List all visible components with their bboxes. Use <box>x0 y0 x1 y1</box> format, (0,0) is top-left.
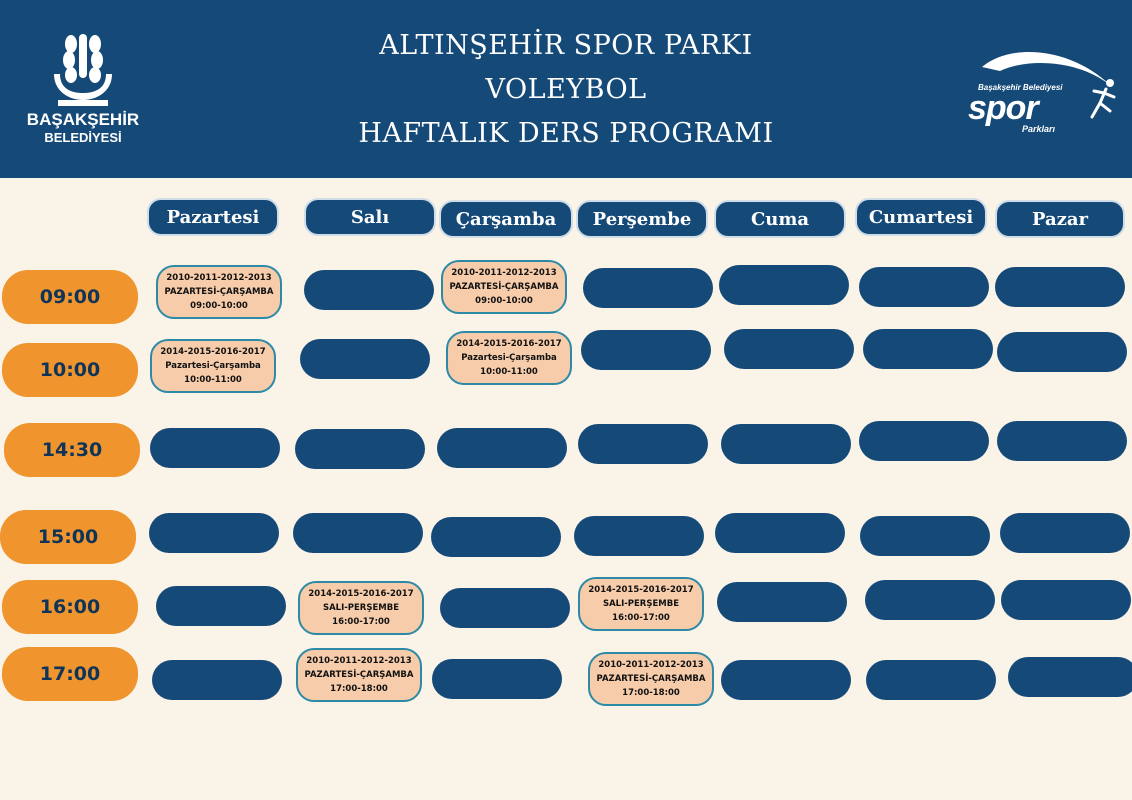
class-days: PAZARTESİ-ÇARŞAMBA <box>304 670 414 680</box>
empty-slot <box>581 330 711 370</box>
class-card-thursday-1700 <box>588 652 714 706</box>
empty-slot <box>440 588 570 628</box>
empty-slot <box>295 429 425 469</box>
empty-slot <box>1008 657 1132 697</box>
class-days: PAZARTESİ-ÇARŞAMBA <box>596 674 706 684</box>
empty-slot <box>293 513 423 553</box>
class-hours: 17:00-18:00 <box>622 688 680 698</box>
empty-slot <box>721 660 851 700</box>
empty-slot <box>149 513 279 553</box>
empty-slot <box>719 265 849 305</box>
empty-slot <box>717 582 847 622</box>
empty-slot <box>150 428 280 468</box>
empty-slot <box>865 580 995 620</box>
empty-slot <box>863 329 993 369</box>
class-hours: 16:00-17:00 <box>612 613 670 623</box>
class-hours: 10:00-11:00 <box>480 367 538 377</box>
logo-tagline: Başakşehir Belediyesi <box>978 83 1063 92</box>
class-birth-years: 2010-2011-2012-2013 <box>598 660 704 670</box>
time-label-1000: 10:00 <box>2 343 138 397</box>
empty-slot <box>859 421 989 461</box>
empty-slot <box>437 428 567 468</box>
class-card-wednesday-1000 <box>446 331 572 385</box>
day-header-monday: Pazartesi <box>147 198 279 236</box>
class-days: Pazartesi-Çarşamba <box>165 361 261 371</box>
empty-slot <box>578 424 708 464</box>
empty-slot <box>152 660 282 700</box>
empty-slot <box>432 659 562 699</box>
empty-slot <box>860 516 990 556</box>
runner-icon <box>1082 77 1122 127</box>
municipality-subtitle: BELEDİYESİ <box>44 130 122 145</box>
class-hours: 09:00-10:00 <box>475 296 533 306</box>
class-card-monday-1000 <box>150 339 276 393</box>
logo-subword: Parkları <box>1022 124 1056 134</box>
class-birth-years: 2014-2015-2016-2017 <box>160 347 266 357</box>
class-hours: 17:00-18:00 <box>330 684 388 694</box>
class-card-wednesday-0900 <box>441 260 567 314</box>
day-header-sunday: Pazar <box>995 200 1125 238</box>
time-label-1600: 16:00 <box>2 580 138 634</box>
empty-slot <box>431 517 561 557</box>
class-birth-years: 2010-2011-2012-2013 <box>306 656 412 666</box>
empty-slot <box>583 268 713 308</box>
empty-slot <box>300 339 430 379</box>
class-days: PAZARTESİ-ÇARŞAMBA <box>164 287 274 297</box>
class-hours: 16:00-17:00 <box>332 617 390 627</box>
empty-slot <box>156 586 286 626</box>
class-birth-years: 2014-2015-2016-2017 <box>588 585 694 595</box>
class-days: SALI-PERŞEMBE <box>322 603 400 613</box>
spor-parklari-logo <box>960 45 1125 140</box>
empty-slot <box>574 516 704 556</box>
class-birth-years: 2014-2015-2016-2017 <box>456 339 562 349</box>
empty-slot <box>995 267 1125 307</box>
time-label-1700: 17:00 <box>2 647 138 701</box>
time-label-1430: 14:30 <box>4 423 140 477</box>
day-header-saturday: Cumartesi <box>855 198 987 236</box>
header-banner <box>0 0 1132 178</box>
class-hours: 10:00-11:00 <box>184 375 242 385</box>
class-hours: 09:00-10:00 <box>190 301 248 311</box>
day-header-tuesday: Salı <box>304 198 436 236</box>
empty-slot <box>997 421 1127 461</box>
empty-slot <box>304 270 434 310</box>
empty-slot <box>997 332 1127 372</box>
class-birth-years: 2010-2011-2012-2013 <box>166 273 272 283</box>
empty-slot <box>1001 580 1131 620</box>
empty-slot <box>859 267 989 307</box>
empty-slot <box>721 424 851 464</box>
empty-slot <box>724 329 854 369</box>
class-birth-years: 2014-2015-2016-2017 <box>308 589 414 599</box>
class-card-thursday-1600 <box>578 577 704 631</box>
day-header-wednesday: Çarşamba <box>439 200 573 238</box>
title-line-3: HAFTALIK DERS PROGRAMI <box>358 118 774 149</box>
class-days: Pazartesi-Çarşamba <box>461 353 557 363</box>
empty-slot <box>715 513 845 553</box>
class-days: SALI-PERŞEMBE <box>602 599 680 609</box>
time-label-1500: 15:00 <box>0 510 136 564</box>
empty-slot <box>866 660 996 700</box>
empty-slot <box>1000 513 1130 553</box>
class-card-monday-0900 <box>156 265 282 319</box>
title-line-2: VOLEYBOL <box>485 74 647 105</box>
title-line-1: ALTINŞEHİR SPOR PARKI <box>379 30 753 61</box>
day-header-thursday: Perşembe <box>576 200 708 238</box>
day-header-friday: Cuma <box>714 200 846 238</box>
logo-word: spor <box>968 89 1038 127</box>
class-card-tuesday-1700 <box>296 648 422 702</box>
time-label-0900: 09:00 <box>2 270 138 324</box>
class-days: PAZARTESİ-ÇARŞAMBA <box>449 282 559 292</box>
class-card-tuesday-1600 <box>298 581 424 635</box>
municipality-name: BAŞAKŞEHİR <box>26 110 140 129</box>
class-birth-years: 2010-2011-2012-2013 <box>451 268 557 278</box>
